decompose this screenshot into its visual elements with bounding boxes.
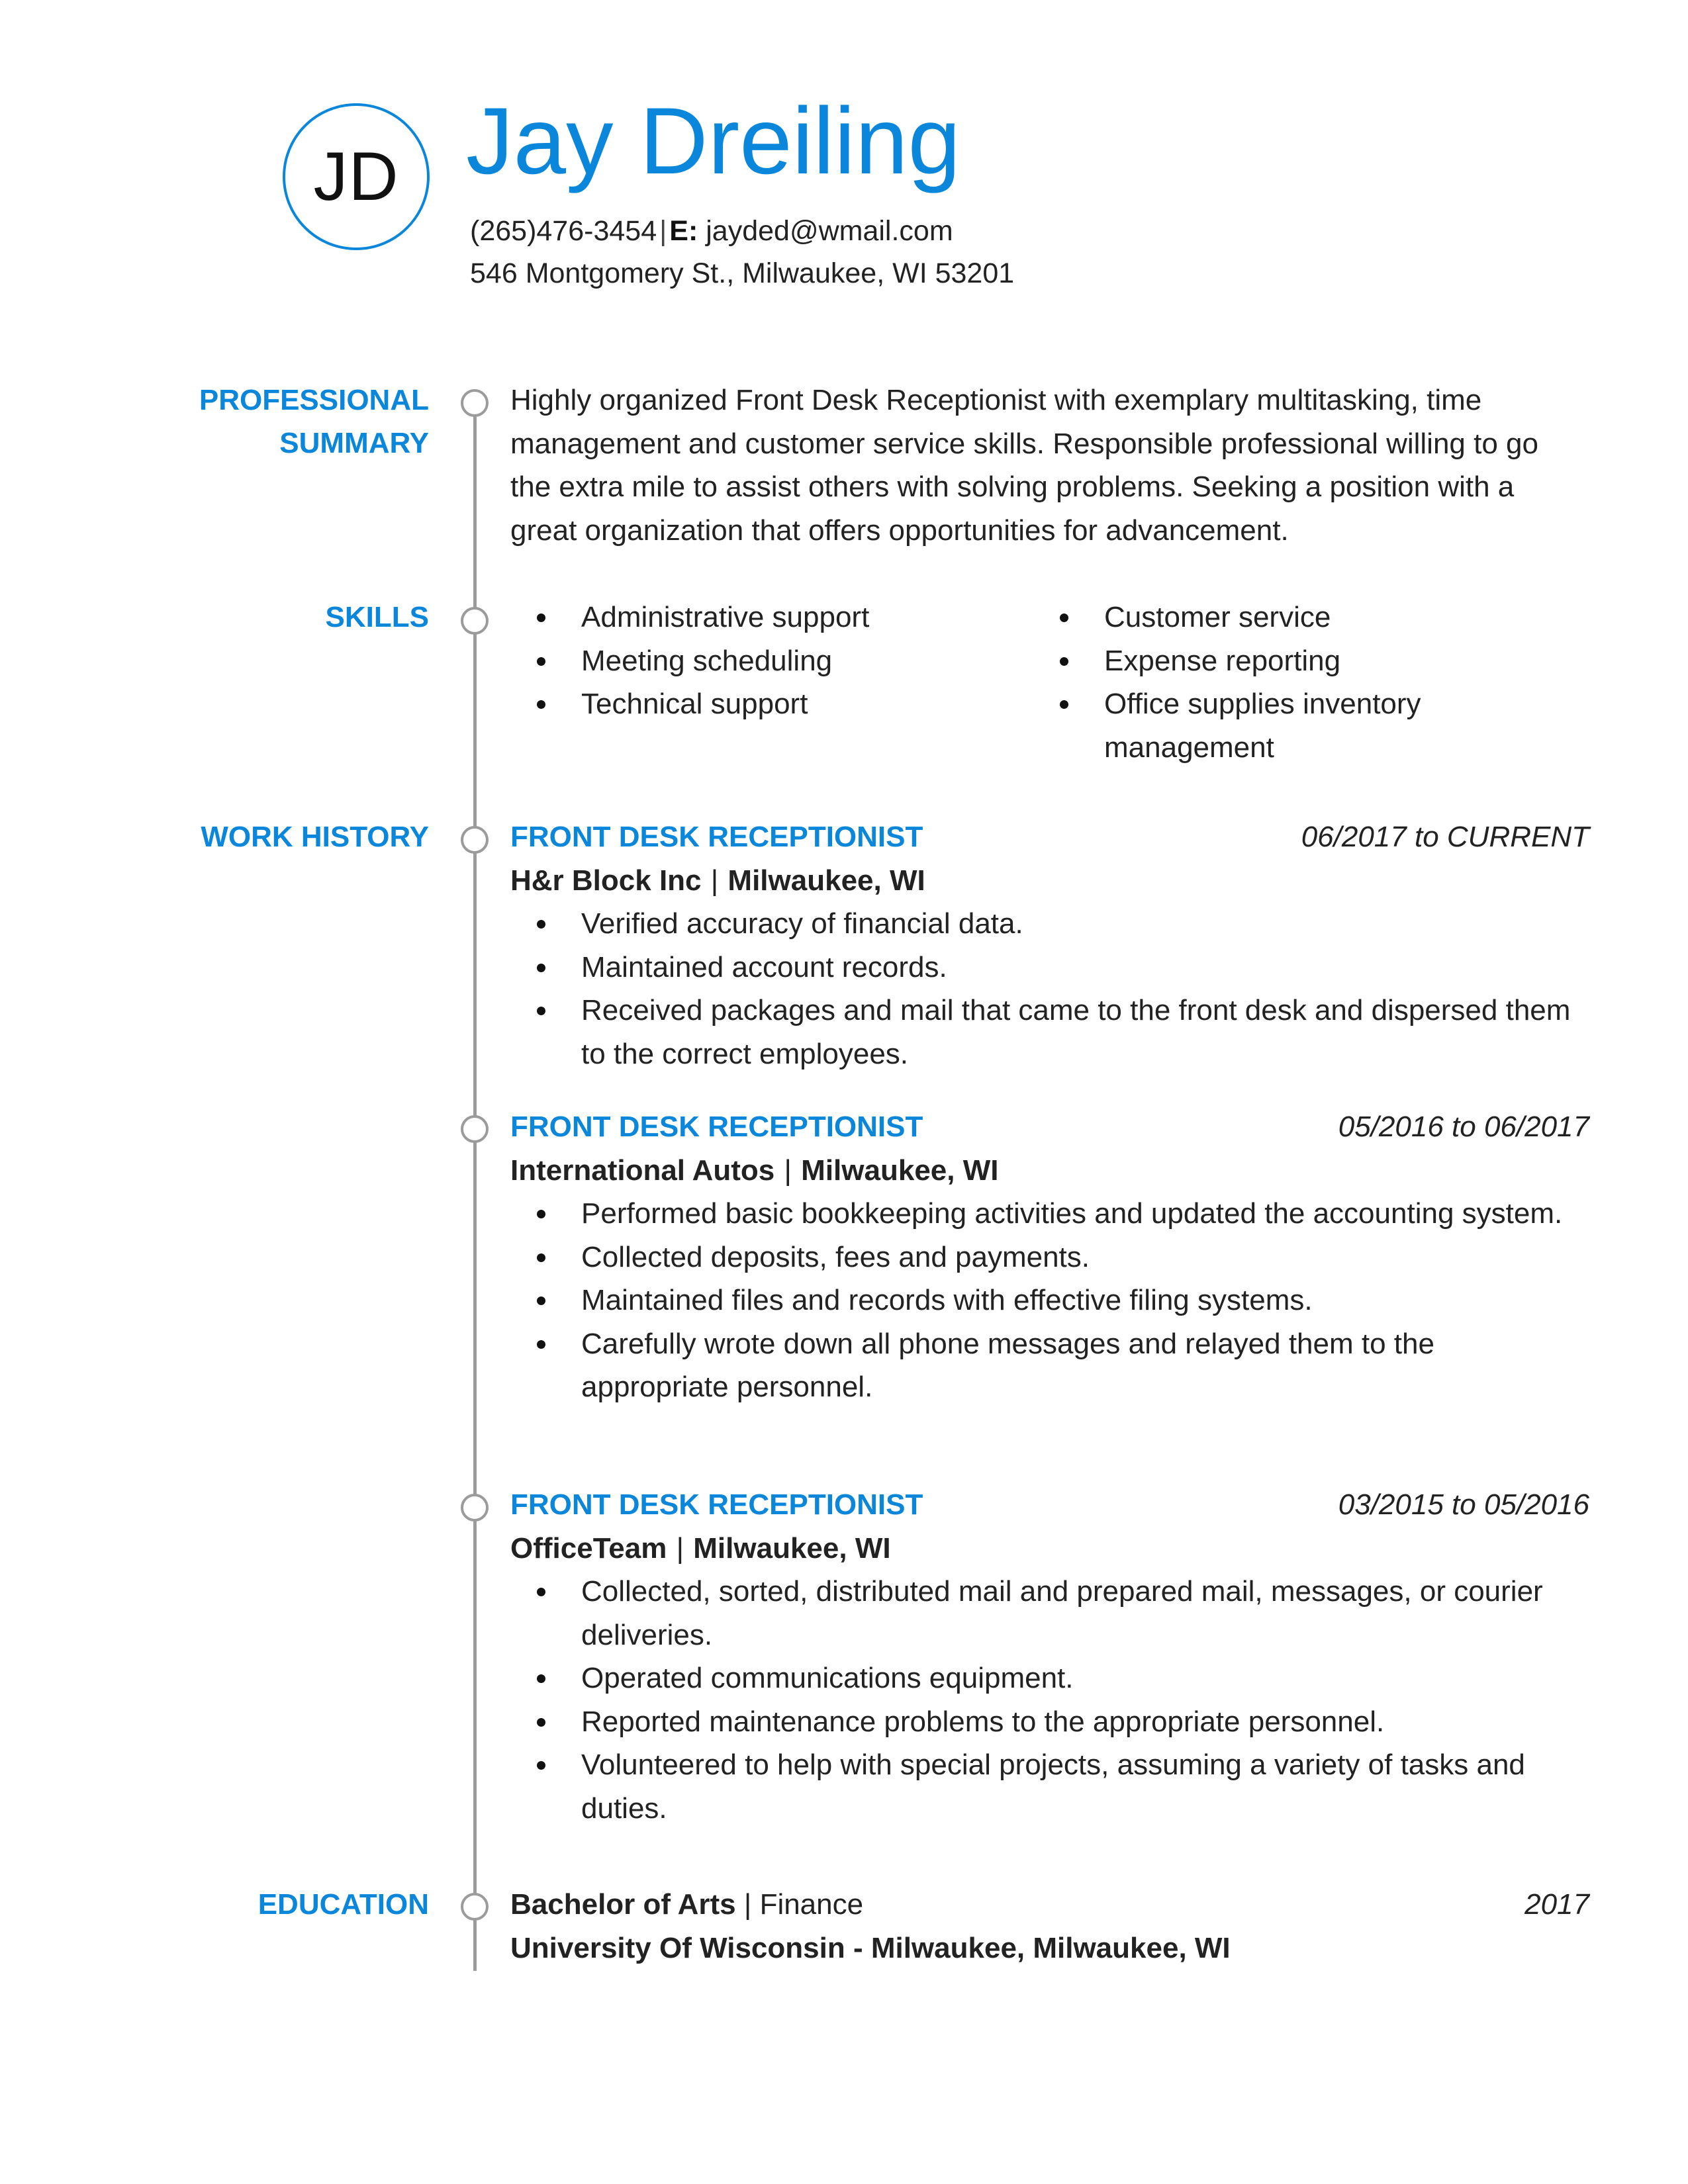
- company-location: Milwaukee, WI: [727, 864, 925, 897]
- job-bullets: [510, 902, 1589, 1075]
- job-bullets: [510, 1192, 1589, 1409]
- job-bullet: Collected deposits, fees and payments.: [510, 1236, 1589, 1279]
- job-bullet: Carefully wrote down all phone messages and relayed them to the appropriate personnel.: [510, 1322, 1589, 1409]
- job-company-line: [510, 1149, 1589, 1193]
- section-heading-education: EDUCATION: [258, 1888, 429, 1921]
- job-bullet: Maintained account records.: [510, 946, 1589, 989]
- field-of-study: Finance: [759, 1888, 864, 1921]
- job-bullet: Maintained files and records with effective filing systems.: [510, 1279, 1589, 1322]
- job-title: FRONT DESK RECEPTIONIST: [510, 1111, 923, 1143]
- email-label: E:: [669, 215, 698, 247]
- skill-item: Office supplies inventory management: [1033, 682, 1457, 769]
- job-bullet: Received packages and mail that came to the front desk and dispersed them to the correct employees.: [510, 989, 1589, 1075]
- skills-column-1: [510, 596, 1027, 726]
- section-heading-work-history: WORK HISTORY: [201, 821, 429, 853]
- separator: |: [710, 864, 719, 897]
- contact-line: [470, 217, 953, 246]
- job-entry: [510, 1483, 1589, 1830]
- job-bullet: Verified accuracy of financial data.: [510, 902, 1589, 946]
- skill-item: Expense reporting: [1033, 639, 1457, 683]
- heading-line: SUMMARY: [279, 427, 429, 459]
- job-bullet: Reported maintenance problems to the appropriate personnel.: [510, 1700, 1589, 1744]
- timeline-node-skills: [461, 607, 489, 635]
- skill-item: Administrative support: [510, 596, 1027, 639]
- job-bullet: Volunteered to help with special projects, assuming a variety of tasks and duties.: [510, 1743, 1589, 1830]
- skills-list-1: [510, 596, 1027, 726]
- separator: |: [743, 1888, 752, 1921]
- summary-text: Highly organized Front Desk Receptionist with exemplary multitasking, time management and customer service skills. Responsible professional willing to go the extra mile to assist others with solving problems. Seeking a position with a great organization that offers opportunities for advancement.: [510, 384, 1538, 547]
- skills-list-2: [1033, 596, 1457, 769]
- monogram-avatar: [283, 103, 430, 250]
- degree: Bachelor of Arts: [510, 1888, 736, 1921]
- job-title: FRONT DESK RECEPTIONIST: [510, 1488, 923, 1521]
- job-bullet: Collected, sorted, distributed mail and prepared mail, messages, or courier deliveries.: [510, 1570, 1589, 1657]
- job-entry: [510, 1105, 1589, 1409]
- timeline-line: [473, 416, 477, 1971]
- separator: |: [659, 215, 667, 247]
- skill-item: Meeting scheduling: [510, 639, 1027, 683]
- timeline-node-job-1: [461, 826, 489, 854]
- education-entry: [510, 1883, 1589, 1970]
- job-title: FRONT DESK RECEPTIONIST: [510, 821, 923, 853]
- school-name: University Of Wisconsin - Milwaukee, Milwaukee, WI: [510, 1931, 1231, 1964]
- email-address[interactable]: jayded@wmail.com: [706, 215, 953, 247]
- job-bullet: Operated communications equipment.: [510, 1657, 1589, 1700]
- job-dates: 05/2016 to 06/2017: [1338, 1111, 1589, 1143]
- skill-item: Customer service: [1033, 596, 1457, 639]
- job-company-line: [510, 1527, 1589, 1570]
- monogram-initials: JD: [313, 138, 399, 215]
- degree-line: [510, 1883, 1589, 1927]
- company-name: International Autos: [510, 1154, 775, 1187]
- job-dates: 03/2015 to 05/2016: [1338, 1488, 1589, 1521]
- phone-number: (265)476-3454: [470, 215, 657, 247]
- timeline-node-education: [461, 1893, 489, 1921]
- skill-item: Technical support: [510, 682, 1027, 726]
- timeline-node-job-3: [461, 1494, 489, 1522]
- company-location: Milwaukee, WI: [801, 1154, 999, 1187]
- company-name: H&r Block Inc: [510, 864, 702, 897]
- heading-line: PROFESSIONAL: [199, 384, 429, 416]
- candidate-name: Jay Dreiling: [466, 89, 961, 194]
- graduation-year: 2017: [1524, 1888, 1589, 1921]
- address: 546 Montgomery St., Milwaukee, WI 53201: [470, 257, 1015, 289]
- section-heading-skills: SKILLS: [325, 601, 429, 633]
- company-name: OfficeTeam: [510, 1531, 667, 1565]
- separator: |: [676, 1531, 684, 1565]
- job-dates: 06/2017 to CURRENT: [1301, 821, 1589, 853]
- job-bullets: [510, 1570, 1589, 1830]
- company-location: Milwaukee, WI: [693, 1531, 891, 1565]
- timeline-node-job-2: [461, 1115, 489, 1143]
- job-entry: [510, 815, 1589, 1075]
- job-company-line: [510, 859, 1589, 903]
- timeline-node-summary: [461, 389, 489, 417]
- section-heading-summary: [199, 379, 429, 465]
- skills-column-2: [1033, 596, 1457, 769]
- separator: |: [784, 1154, 792, 1187]
- job-bullet: Performed basic bookkeeping activities and updated the accounting system.: [510, 1192, 1589, 1236]
